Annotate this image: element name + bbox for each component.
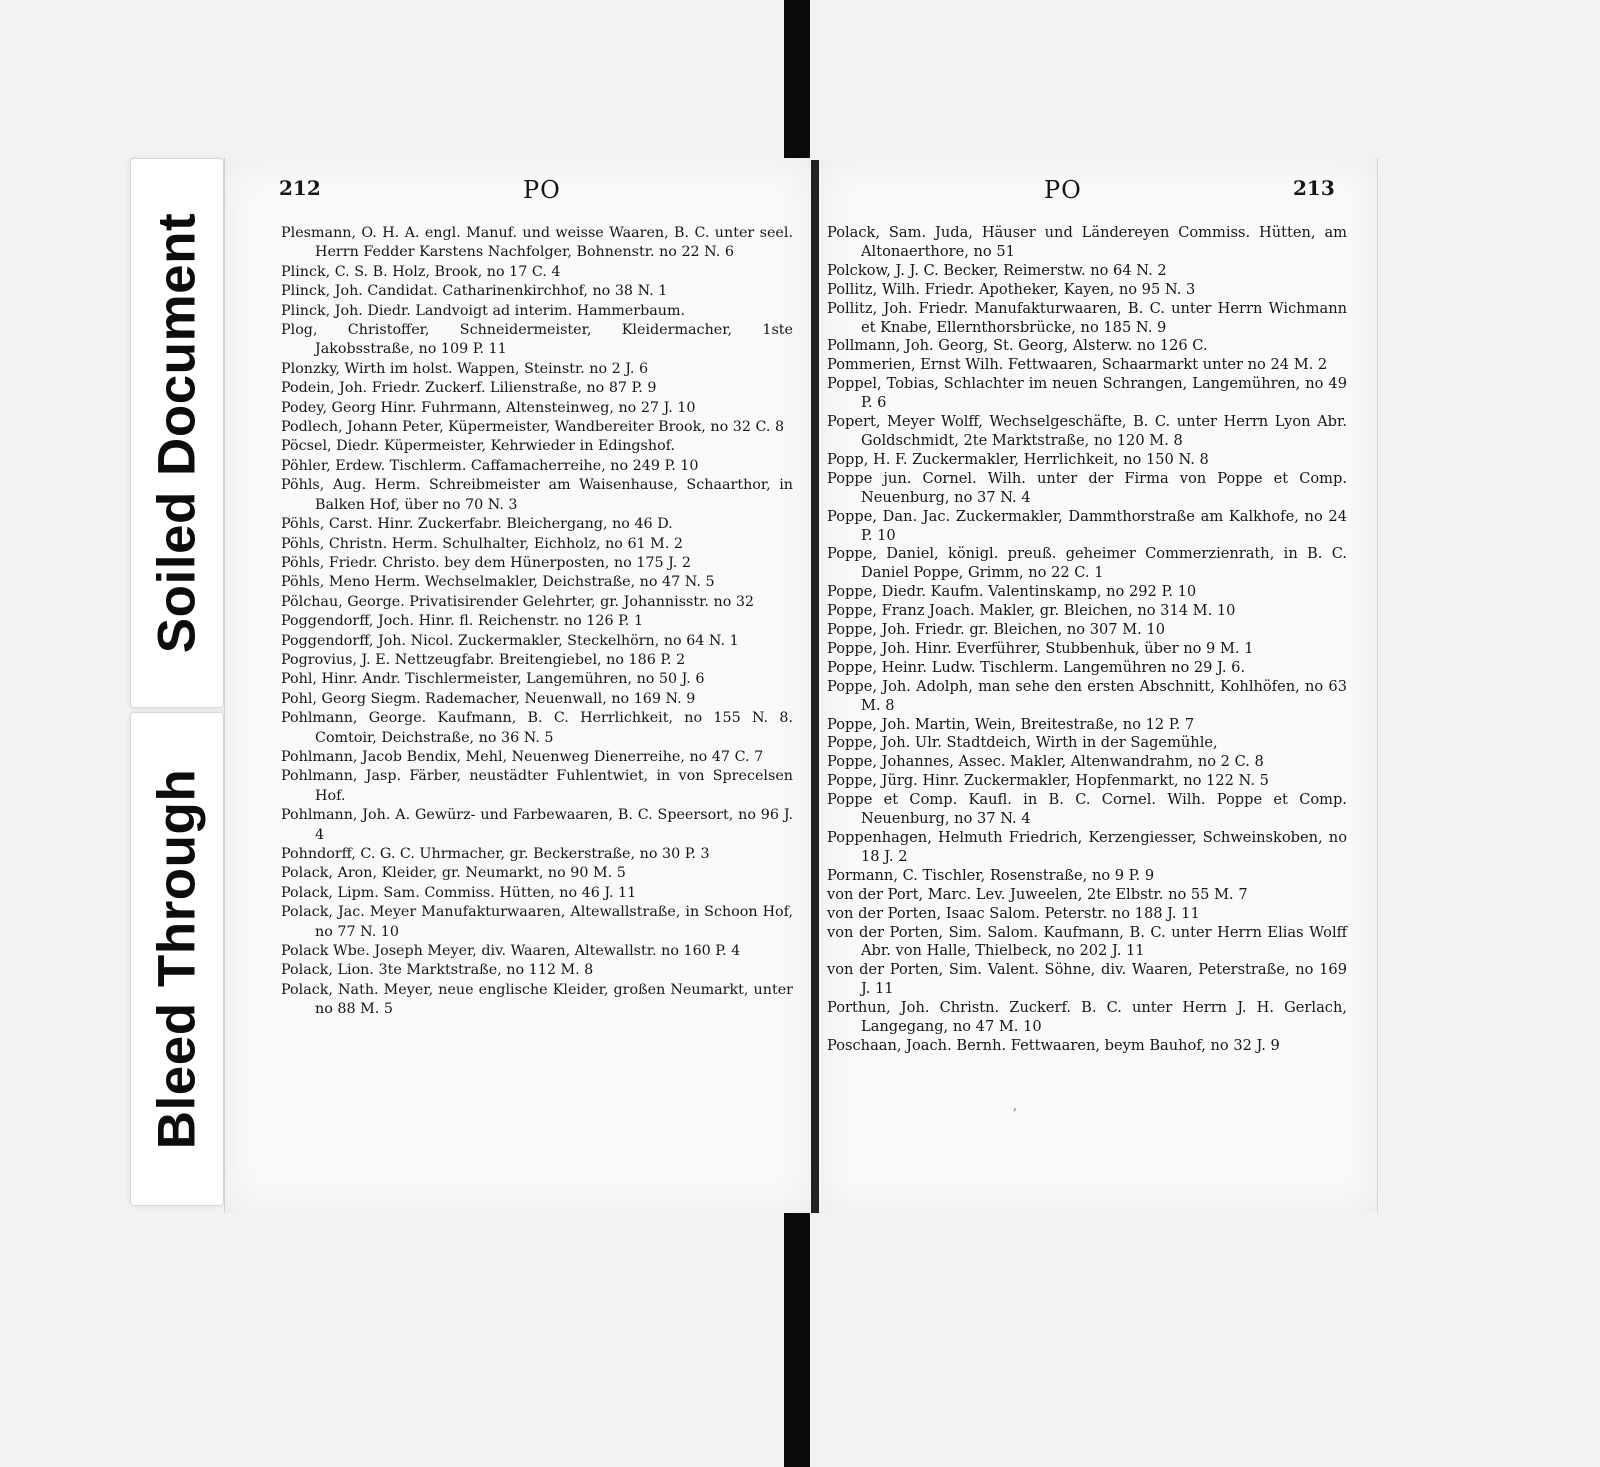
left-entry-list xyxy=(281,224,793,1020)
right-page xyxy=(819,158,1378,1213)
directory-entry: Poppe, Joh. Friedr. gr. Bleichen, no 307 M. 10 xyxy=(827,621,1166,639)
directory-entry: Pohl, Georg Siegm. Rademacher, Neuenwall, no 169 N. 9 xyxy=(281,690,696,707)
directory-entry: Poppe, Daniel, königl. preuß. geheimer Commerzienrath, in B. C. Daniel Poppe, Grimm, no 22 C. 1 xyxy=(827,545,1347,582)
directory-entry: Pöhls, Carst. Hinr. Zuckerfabr. Bleichergang, no 46 D. xyxy=(281,516,673,533)
directory-entry: Pogrovius, J. E. Nettzeugfabr. Breitengiebel, no 186 P. 2 xyxy=(281,651,686,668)
directory-entry: Popert, Meyer Wolff, Wechselgeschäfte, B. C. unter Herrn Lyon Abr. Goldschmidt, 2te Marktstraße, no 120 M. 8 xyxy=(827,413,1347,449)
directory-entry: Poggendorff, Joch. Hinr. fl. Reichenstr. no 126 P. 1 xyxy=(281,613,644,630)
directory-entry: Pölchau, George. Privatisirender Gelehrter, gr. Johannisstr. no 32 xyxy=(281,593,755,610)
directory-entry: Poppel, Tobias, Schlachter im neuen Schrangen, Langemühren, no 49 P. 6 xyxy=(827,375,1347,412)
bleed-through-text: Bleed Through xyxy=(147,768,207,1150)
directory-entry: Polack, Sam. Juda, Häuser und Ländereyen Commiss. Hütten, am Altonaerthore, no 51 xyxy=(827,224,1347,260)
right-page-number: 213 xyxy=(1293,176,1335,200)
directory-entry: Poppe, Heinr. Ludw. Tischlerm. Langemühren no 29 J. 6. xyxy=(827,658,1246,676)
directory-entry: Pöhls, Christn. Herm. Schulhalter, Eichholz, no 61 M. 2 xyxy=(281,535,684,552)
directory-entry: von der Port, Marc. Lev. Juweelen, 2te Elbstr. no 55 M. 7 xyxy=(827,885,1248,903)
directory-entry: Poppe, Franz Joach. Makler, gr. Bleichen, no 314 M. 10 xyxy=(827,602,1236,620)
directory-entry: Poppe et Comp. Kaufl. in B. C. Cornel. Wilh. Poppe et Comp. Neuenburg, no 37 N. 4 xyxy=(827,791,1347,828)
directory-entry: Pöhls, Aug. Herm. Schreibmeister am Waisenhause, Schaarthor, in Balken Hof, über no 70 N. 3 xyxy=(281,477,793,513)
soiled-document-text: Soiled Document xyxy=(147,212,207,654)
directory-entry: Pohlmann, Jasp. Färber, neustädter Fuhlentwiet, in von Sprecelsen Hof. xyxy=(281,768,793,804)
directory-entry: Plog, Christoffer, Schneidermeister, Kleidermacher, 1ste Jakobsstraße, no 109 P. 11 xyxy=(281,322,793,358)
directory-entry: Poppe jun. Cornel. Wilh. unter der Firma von Poppe et Comp. Neuenburg, no 37 N. 4 xyxy=(827,469,1347,506)
directory-entry: Poggendorff, Joh. Nicol. Zuckermakler, Steckelhörn, no 64 N. 1 xyxy=(281,632,739,649)
directory-entry: Pöhls, Friedr. Christo. bey dem Hünerposten, no 175 J. 2 xyxy=(281,554,691,571)
directory-entry: Porthun, Joh. Christn. Zuckerf. B. C. unter Herrn J. H. Gerlach, Langegang, no 47 M. 10 xyxy=(827,999,1347,1036)
directory-entry: Pollitz, Wilh. Friedr. Apotheker, Kayen, no 95 N. 3 xyxy=(827,280,1196,298)
directory-entry: Pohlmann, Joh. A. Gewürz- und Farbewaaren, B. C. Speersort, no 96 J. 4 xyxy=(281,807,793,843)
directory-entry: Podey, Georg Hinr. Fuhrmann, Altensteinweg, no 27 J. 10 xyxy=(281,399,696,416)
bleed-through-label xyxy=(130,712,224,1206)
directory-entry: Poppe, Joh. Ulr. Stadtdeich, Wirth in der Sagemühle, xyxy=(827,734,1218,752)
left-running-head: PO xyxy=(523,176,561,204)
directory-entry: Pollmann, Joh. Georg, St. Georg, Alsterw. no 126 C. xyxy=(827,337,1208,355)
directory-entry: Popp, H. F. Zuckermakler, Herrlichkeit, no 150 N. 8 xyxy=(827,450,1209,468)
directory-entry: Plinck, Joh. Diedr. Landvoigt ad interim. Hammerbaum. xyxy=(281,302,686,319)
directory-entry: von der Porten, Isaac Salom. Peterstr. no 188 J. 11 xyxy=(827,904,1200,922)
directory-entry: Pommerien, Ernst Wilh. Fettwaaren, Schaarmarkt unter no 24 M. 2 xyxy=(827,356,1328,374)
directory-entry: Pöcsel, Diedr. Küpermeister, Kehrwieder in Edingshof. xyxy=(281,438,676,455)
directory-entry: Pohlmann, George. Kaufmann, B. C. Herrlichkeit, no 155 N. 8. Comtoir, Deichstraße, no 36 N. 5 xyxy=(281,710,793,746)
directory-entry: Podlech, Johann Peter, Küpermeister, Wandbereiter Brook, no 32 C. 8 xyxy=(281,419,785,436)
directory-entry: Poppe, Joh. Adolph, man sehe den ersten Abschnitt, Kohlhöfen, no 63 M. 8 xyxy=(827,677,1347,714)
right-entry-list xyxy=(827,224,1347,1056)
directory-entry: von der Porten, Sim. Salom. Kaufmann, B. C. unter Herrn Elias Wolff Abr. von Halle, Thielbeck, no 202 J. 11 xyxy=(827,923,1347,960)
binding-strip-top xyxy=(784,0,810,162)
directory-entry: Polack, Jac. Meyer Manufakturwaaren, Altewallstraße, in Schoon Hof, no 77 N. 10 xyxy=(281,904,793,940)
directory-entry: Poppe, Dan. Jac. Zuckermakler, Dammthorstraße am Kalkhofe, no 24 P. 10 xyxy=(827,507,1347,544)
directory-entry: Polack, Aron, Kleider, gr. Neumarkt, no 90 M. 5 xyxy=(281,865,626,882)
directory-entry: Poppe, Diedr. Kaufm. Valentinskamp, no 292 P. 10 xyxy=(827,583,1197,601)
left-page-number: 212 xyxy=(279,176,321,200)
directory-entry: Polckow, J. J. C. Becker, Reimerstw. no 64 N. 2 xyxy=(827,261,1167,279)
directory-entry: Plinck, Joh. Candidat. Catharinenkirchhof, no 38 N. 1 xyxy=(281,283,668,300)
directory-entry: Polack Wbe. Joseph Meyer, div. Waaren, Altewallstr. no 160 P. 4 xyxy=(281,943,741,960)
directory-entry: Poppe, Joh. Hinr. Everführer, Stubbenhuk, über no 9 M. 1 xyxy=(827,639,1254,657)
directory-entry: Podein, Joh. Friedr. Zuckerf. Lilienstraße, no 87 P. 9 xyxy=(281,380,657,397)
ink-speck: , xyxy=(1013,1099,1017,1113)
right-running-head: PO xyxy=(1044,176,1082,204)
directory-entry: Plinck, C. S. B. Holz, Brook, no 17 C. 4 xyxy=(281,263,561,280)
binding-strip-bottom xyxy=(784,1213,810,1467)
directory-entry: Pohl, Hinr. Andr. Tischlermeister, Langemühren, no 50 J. 6 xyxy=(281,671,705,688)
directory-entry: Poppenhagen, Helmuth Friedrich, Kerzengiesser, Schweinskoben, no 18 J. 2 xyxy=(827,829,1347,865)
directory-entry: Poppe, Jürg. Hinr. Zuckermakler, Hopfenmarkt, no 122 N. 5 xyxy=(827,772,1269,790)
directory-entry: Pollitz, Joh. Friedr. Manufakturwaaren, B. C. unter Herrn Wichmann et Knabe, Ellernthorsbrücke, no 185 N. 9 xyxy=(827,299,1347,336)
directory-entry: Polack, Lipm. Sam. Commiss. Hütten, no 46 J. 11 xyxy=(281,884,637,901)
directory-entry: Poppe, Joh. Martin, Wein, Breitestraße, no 12 P. 7 xyxy=(827,715,1195,733)
directory-entry: Plesmann, O. H. A. engl. Manuf. und weisse Waaren, B. C. unter seel. Herrn Fedder Karstens Nachfolger, Bohnenstr. no 22 N. 6 xyxy=(281,225,793,261)
directory-entry: Pohlmann, Jacob Bendix, Mehl, Neuenweg Dienerreihe, no 47 C. 7 xyxy=(281,748,764,765)
directory-entry: Plonzky, Wirth im holst. Wappen, Steinstr. no 2 J. 6 xyxy=(281,360,649,377)
directory-entry: Poppe, Johannes, Assec. Makler, Altenwandrahm, no 2 C. 8 xyxy=(827,753,1264,771)
directory-entry: von der Porten, Sim. Valent. Söhne, div. Waaren, Peterstraße, no 169 J. 11 xyxy=(827,961,1347,998)
directory-entry: Polack, Nath. Meyer, neue englische Kleider, großen Neumarkt, unter no 88 M. 5 xyxy=(281,981,793,1018)
soiled-document-label xyxy=(130,158,224,708)
directory-entry: Poschaan, Joach. Bernh. Fettwaaren, beym Bauhof, no 32 J. 9 xyxy=(827,1036,1280,1054)
directory-entry: Pormann, C. Tischler, Rosenstraße, no 9 P. 9 xyxy=(827,866,1155,884)
directory-entry: Pohndorff, C. G. C. Uhrmacher, gr. Beckerstraße, no 30 P. 3 xyxy=(281,846,710,862)
directory-entry: Pöhler, Erdew. Tischlerm. Caffamacherreihe, no 249 P. 10 xyxy=(281,457,699,474)
directory-entry: Pöhls, Meno Herm. Wechselmakler, Deichstraße, no 47 N. 5 xyxy=(281,574,715,591)
directory-entry: Polack, Lion. 3te Marktstraße, no 112 M. 8 xyxy=(281,962,594,979)
left-page xyxy=(224,158,811,1213)
